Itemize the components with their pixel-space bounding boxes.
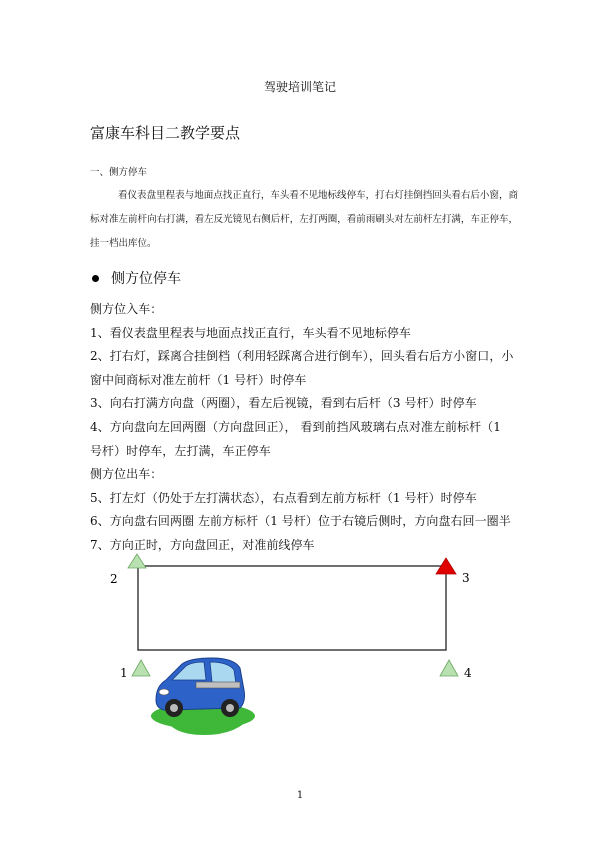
- list-line: 号杆）时停车，左打满，车正停车: [90, 443, 271, 458]
- list-line: 4、方向盘向左回两圈（方向盘回正）， 看到前挡风玻璃右点对准左前标杆（1: [90, 419, 501, 434]
- list-line: 侧方位出车：: [90, 467, 163, 482]
- car-clipart-icon: [151, 658, 255, 735]
- document-title: 驾驶培训笔记: [263, 80, 336, 94]
- pole-1-icon: [132, 660, 150, 676]
- list-line: 7、方向正时，方向盘回正，对准前线停车: [90, 537, 315, 552]
- pole-3-label: 3: [462, 571, 470, 585]
- parking-diagram: [100, 550, 500, 740]
- list-line: 6、方向盘右回两圈 左前方标杆（1 号杆）位于右镜后侧时，方向盘右回一圈半: [90, 514, 511, 529]
- parking-bay-outline: [138, 566, 446, 650]
- list-line: 2、打右灯，踩离合挂倒档（利用轻踩离合进行倒车），回头看右后方小窗口，小: [90, 349, 514, 364]
- page-number: 1: [296, 790, 304, 801]
- pole-1-label: 1: [120, 666, 128, 680]
- pole-2-label: 2: [110, 572, 118, 586]
- section-label: 一、侧方停车: [90, 167, 148, 178]
- pole-2-icon: [128, 554, 146, 568]
- document-heading: 富康车科目二教学要点: [90, 124, 241, 142]
- bullet-heading: [90, 268, 181, 288]
- pole-4-label: 4: [464, 666, 472, 680]
- list-line: 3、向右打满方向盘（两圈），看左后视镜，看到右后杆（3 号杆）时停车: [90, 396, 477, 411]
- bullet-heading-text: 侧方位停车: [111, 271, 181, 287]
- bullet-dot-icon: [92, 275, 99, 282]
- list-line: 窗中间商标对准左前杆（1 号杆）时停车: [90, 372, 307, 387]
- instruction-list: [90, 298, 515, 558]
- pole-4-icon: [440, 660, 458, 676]
- list-line: 5、打左灯（仍处于左打满状态），右点看到左前方标杆（1 号杆）时停车: [90, 490, 477, 505]
- list-line: 侧方位入车：: [90, 302, 163, 316]
- intro-paragraph: 看仪表盘里程表与地面点找正直行，车头看不见地标线停车，打右灯挂倒挡回头看右后小窗，商标对准左前杆向右打满，看左反光镜见右侧后杆，左打两圈，看前雨刷头对左前杆左打满，车正停车，挂一档出库位。: [90, 190, 518, 249]
- list-line: 1、看仪表盘里程表与地面点找正直行，车头看不见地标停车: [90, 325, 411, 340]
